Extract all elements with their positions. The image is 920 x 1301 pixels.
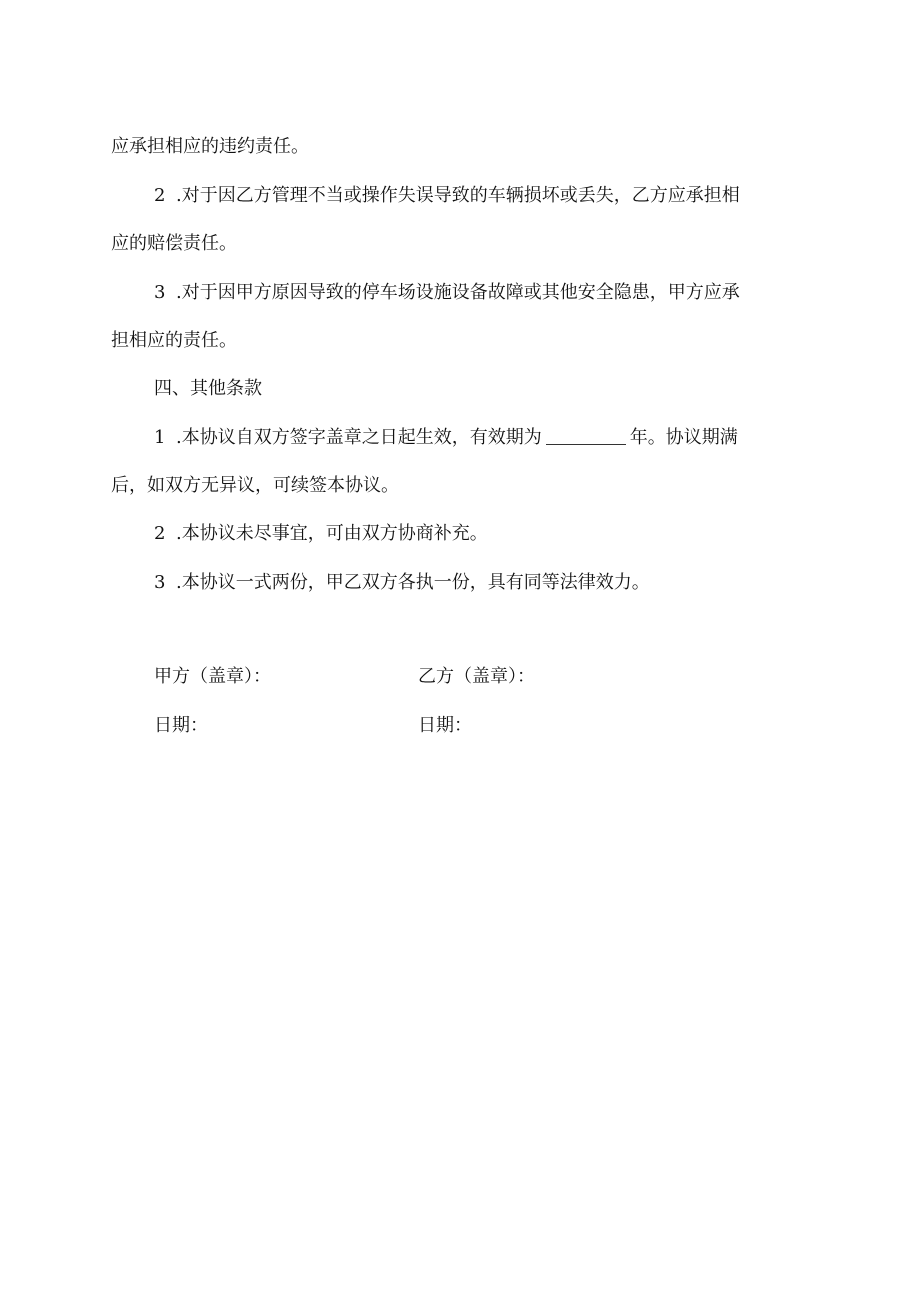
clause-number: 3 xyxy=(154,282,166,303)
clause-text: .对于因甲方原因导致的停车场设施设备故障或其他安全隐患，甲方应承 xyxy=(176,282,740,303)
clause-number: 2 xyxy=(154,523,166,544)
clause-text: 年。协议期满 xyxy=(629,427,738,448)
clause-number: 2 xyxy=(154,185,166,206)
party-b-seal-label: 乙方（盖章）： xyxy=(418,666,535,687)
clause-3-3-line-2: 担相应的责任。 xyxy=(111,330,237,351)
party-b-date-label: 日期： xyxy=(418,715,472,736)
clause-text: .本协议一式两份，甲乙双方各执一份，具有同等法律效力。 xyxy=(176,572,650,593)
clause-3-3-line-1 xyxy=(154,281,740,305)
clause-text: .本协议自双方签字盖章之日起生效，有效期为 xyxy=(176,427,542,448)
clause-3-2-line-1 xyxy=(154,184,740,208)
clause-4-3 xyxy=(154,571,650,595)
section-4-heading: 四、其他条款 xyxy=(154,378,262,399)
party-a-date-label: 日期： xyxy=(154,715,208,736)
clause-text: .对于因乙方管理不当或操作失误导致的车辆损坏或丢失，乙方应承担相 xyxy=(176,185,740,206)
clause-text: .本协议未尽事宜，可由双方协商补充。 xyxy=(176,523,488,544)
clause-3-2-line-2: 应的赔偿责任。 xyxy=(111,233,237,254)
clause-4-1-line-2: 后，如双方无异议，可续签本协议。 xyxy=(111,475,399,496)
clause-number: 1 xyxy=(154,427,166,448)
party-a-seal-label: 甲方（盖章）： xyxy=(154,666,271,687)
clause-4-2 xyxy=(154,522,488,546)
clause-4-1-line-1 xyxy=(154,426,738,450)
blank-field-term-years[interactable] xyxy=(546,428,626,445)
clause-continuation: 应承担相应的违约责任。 xyxy=(111,136,309,157)
clause-number: 3 xyxy=(154,572,166,593)
